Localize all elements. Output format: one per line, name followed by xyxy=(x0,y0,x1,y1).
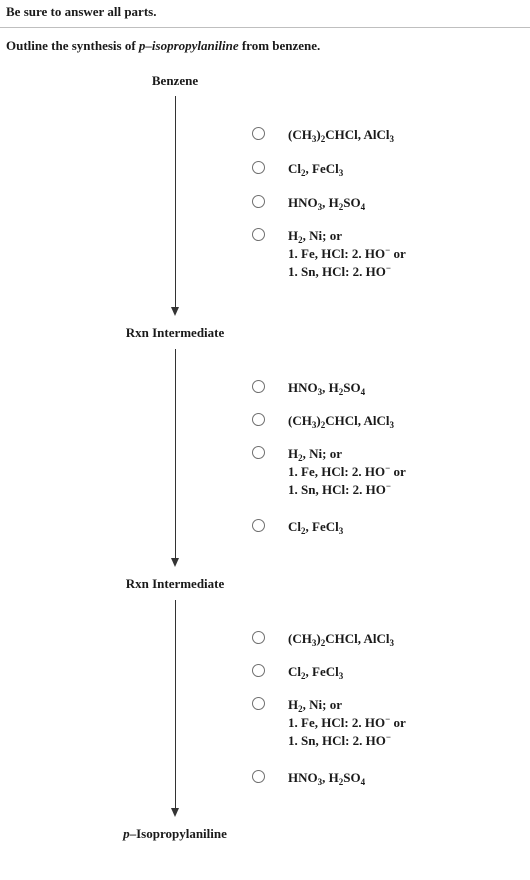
reagent-label: $Cl_2$, FeCl$_3$ xyxy=(288,519,344,536)
radio-empty-icon[interactable] xyxy=(252,228,265,241)
arrow-head-icon xyxy=(171,307,179,316)
reagent-label: $H_2$, Ni; or 1. Fe, HCl: 2. HO− or 1. Sn, HCl: 2. HO− xyxy=(288,446,406,497)
radio-empty-icon[interactable] xyxy=(252,413,265,426)
step2-option-alkylation[interactable] xyxy=(252,412,394,430)
arrow-head-icon xyxy=(171,558,179,567)
step1-option-nitration[interactable] xyxy=(252,194,365,212)
arrow-head-icon xyxy=(171,808,179,817)
radio-empty-icon[interactable] xyxy=(252,380,265,393)
divider xyxy=(0,27,530,28)
radio-empty-icon[interactable] xyxy=(252,127,265,140)
step1-option-chlorination[interactable] xyxy=(252,160,343,178)
arrow-down-icon xyxy=(175,96,176,308)
radio-empty-icon[interactable] xyxy=(252,161,265,174)
reagent-label: $Cl_2$, FeCl$_3$ xyxy=(288,664,344,681)
step2-option-reduction[interactable] xyxy=(252,445,406,499)
arrow-down-icon xyxy=(175,600,176,809)
step1-option-reduction[interactable] xyxy=(252,227,406,281)
step3-option-chlorination[interactable] xyxy=(252,663,343,681)
radio-empty-icon[interactable] xyxy=(252,631,265,644)
radio-empty-icon[interactable] xyxy=(252,664,265,677)
reagent-label: $(CH_3)_2CHCl$, AlCl$_3$ xyxy=(288,127,394,144)
reagent-label: $HNO_3$, $H_2SO_4$ xyxy=(288,770,366,787)
step2-option-nitration[interactable] xyxy=(252,379,365,397)
intermediate-label-2: Rxn Intermediate xyxy=(125,576,225,591)
reagent-label: $H_2$, Ni; or 1. Fe, HCl: 2. HO− or 1. Sn, HCl: 2. HO− xyxy=(288,697,406,748)
step1-option-alkylation[interactable] xyxy=(252,126,394,144)
radio-empty-icon[interactable] xyxy=(252,770,265,783)
product-label: p–Isopropylaniline xyxy=(123,826,227,841)
step3-option-reduction[interactable] xyxy=(252,696,406,750)
radio-empty-icon[interactable] xyxy=(252,519,265,532)
step3-option-alkylation[interactable] xyxy=(252,630,394,648)
question-text: Outline the synthesis of p–isopropylaniline from benzene. xyxy=(6,38,321,53)
radio-empty-icon[interactable] xyxy=(252,446,265,459)
reagent-label: $Cl_2$, FeCl$_3$ xyxy=(288,161,344,178)
reagent-label: $HNO_3$, $H_2SO_4$ xyxy=(288,380,366,397)
step3-option-nitration[interactable] xyxy=(252,769,365,787)
step2-option-chlorination[interactable] xyxy=(252,518,343,536)
intermediate-label-1: Rxn Intermediate xyxy=(125,325,225,340)
radio-empty-icon[interactable] xyxy=(252,697,265,710)
reagent-label: $H_2$, Ni; or 1. Fe, HCl: 2. HO− or 1. Sn, HCl: 2. HO− xyxy=(288,228,406,279)
arrow-down-icon xyxy=(175,349,176,559)
radio-empty-icon[interactable] xyxy=(252,195,265,208)
reagent-label: $HNO_3$, $H_2SO_4$ xyxy=(288,195,366,212)
start-label: Benzene xyxy=(151,73,199,88)
reagent-label: $(CH_3)_2CHCl$, AlCl$_3$ xyxy=(288,413,394,430)
reagent-label: $(CH_3)_2CHCl$, AlCl$_3$ xyxy=(288,631,394,648)
instruction-text: Be sure to answer all parts. xyxy=(6,4,157,19)
